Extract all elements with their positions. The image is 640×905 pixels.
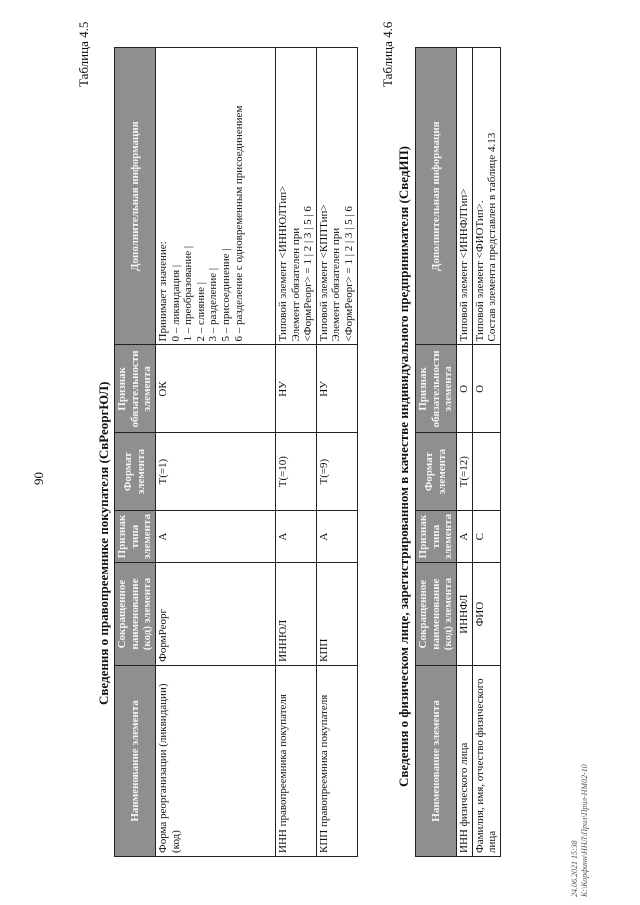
cell-required: О xyxy=(472,345,500,433)
cell-info xyxy=(472,48,500,345)
table-header-row xyxy=(416,48,457,857)
cell-info: Типовой элемент <ИННФЛТип> xyxy=(456,48,472,345)
cell-format: T(=12) xyxy=(456,433,472,511)
cell-info xyxy=(275,48,316,345)
cell-required: НУ xyxy=(275,345,316,433)
header-type: Признак типа элемента xyxy=(115,510,156,562)
header-info: Дополнительная информация xyxy=(416,48,457,345)
cell-code: ФИО xyxy=(472,563,500,666)
cell-name: ИНН физического лица xyxy=(456,665,472,856)
cell-type: А xyxy=(155,510,275,562)
table-4-6 xyxy=(415,47,501,857)
table-row xyxy=(155,48,275,857)
cell-name: Форма реорганизации (ликвидации) (код) xyxy=(155,665,275,856)
table-4-6-title: Сведения о физическом лице, зарегистрированном в качестве индивидуального предпринимателя (СведИП) xyxy=(396,145,411,787)
info-option: 3 – разделение | xyxy=(207,267,220,342)
info-line: Типовой элемент <КППТип> xyxy=(317,204,330,342)
info-option: 6 – разделение с одновременным присоединением xyxy=(232,105,245,342)
header-name: Наименование элемента xyxy=(115,665,156,856)
header-info: Дополнительная информация xyxy=(115,48,156,345)
cell-code: ИННЮЛ xyxy=(275,563,316,666)
info-line: Элемент обязателен при xyxy=(289,227,302,342)
cell-format xyxy=(472,433,500,511)
table-4-5-title: Сведения о правопреемнике покупателя (СвРеоргЮЛ) xyxy=(96,381,111,705)
info-line: <ФормРеорг> = 1 | 2 | 3 | 5 | 6 xyxy=(302,206,315,342)
cell-type: А xyxy=(316,510,357,562)
cell-type: А xyxy=(456,510,472,562)
info-option: 2 – слияние | xyxy=(194,282,207,342)
info-option: 0 – ликвидация | xyxy=(169,264,182,342)
cell-code: ФормРеорг xyxy=(155,563,275,666)
table-row xyxy=(472,48,500,857)
cell-name: ИНН правопреемника покупателя xyxy=(275,665,316,856)
table-4-6-label: Таблица 4.6 xyxy=(380,21,395,87)
info-option: 5 – присоединение | xyxy=(220,248,233,342)
cell-format: T(=1) xyxy=(155,433,275,511)
header-format: Формат элемента xyxy=(416,433,457,511)
header-type: Признак типа элемента xyxy=(416,510,457,562)
table-row xyxy=(316,48,357,857)
cell-code: КПП xyxy=(316,563,357,666)
cell-format: T(=9) xyxy=(316,433,357,511)
page-number: 90 xyxy=(31,472,46,485)
stamp-path: К:\Корфинн\ННЛ\Прил\Прил-НМ02-10 xyxy=(579,764,589,897)
header-code: Сокращенное наименование (код) элемента xyxy=(115,563,156,666)
cell-required: НУ xyxy=(316,345,357,433)
cell-type: С xyxy=(472,510,500,562)
info-line: <ФормРеорг> = 1 | 2 | 3 | 5 | 6 xyxy=(343,206,356,342)
info-heading: Принимает значение: xyxy=(156,241,169,342)
header-required: Признак обязательности элемента xyxy=(416,345,457,433)
cell-info xyxy=(155,48,275,345)
table-row xyxy=(275,48,316,857)
table-4-5 xyxy=(114,47,358,857)
header-format: Формат элемента xyxy=(115,433,156,511)
table-4-5-label: Таблица 4.5 xyxy=(76,21,91,87)
file-stamp xyxy=(570,764,589,897)
header-code: Сокращенное наименование (код) элемента xyxy=(416,563,457,666)
cell-required: О xyxy=(456,345,472,433)
header-name: Наименование элемента xyxy=(416,665,457,856)
table-header-row xyxy=(115,48,156,857)
info-line: Состав элемента представлен в таблице 4.13 xyxy=(486,132,499,342)
cell-name: Фамилия, имя, отчество физического лица xyxy=(472,665,500,856)
info-line: Элемент обязателен при xyxy=(330,227,343,342)
info-line: Типовой элемент <ИННЮЛТип> xyxy=(276,185,289,342)
cell-info xyxy=(316,48,357,345)
cell-code: ИННФЛ xyxy=(456,563,472,666)
table-row xyxy=(456,48,472,857)
cell-type: А xyxy=(275,510,316,562)
cell-required: ОК xyxy=(155,345,275,433)
stamp-date: 24.06.2021 15:38 xyxy=(570,840,579,897)
info-line: Типовой элемент <ФИОТип>. xyxy=(473,200,486,342)
info-option: 1 – преобразование | xyxy=(182,245,195,342)
header-required: Признак обязательности элемента xyxy=(115,345,156,433)
cell-name: КПП правопреемника покупателя xyxy=(316,665,357,856)
cell-format: T(=10) xyxy=(275,433,316,511)
